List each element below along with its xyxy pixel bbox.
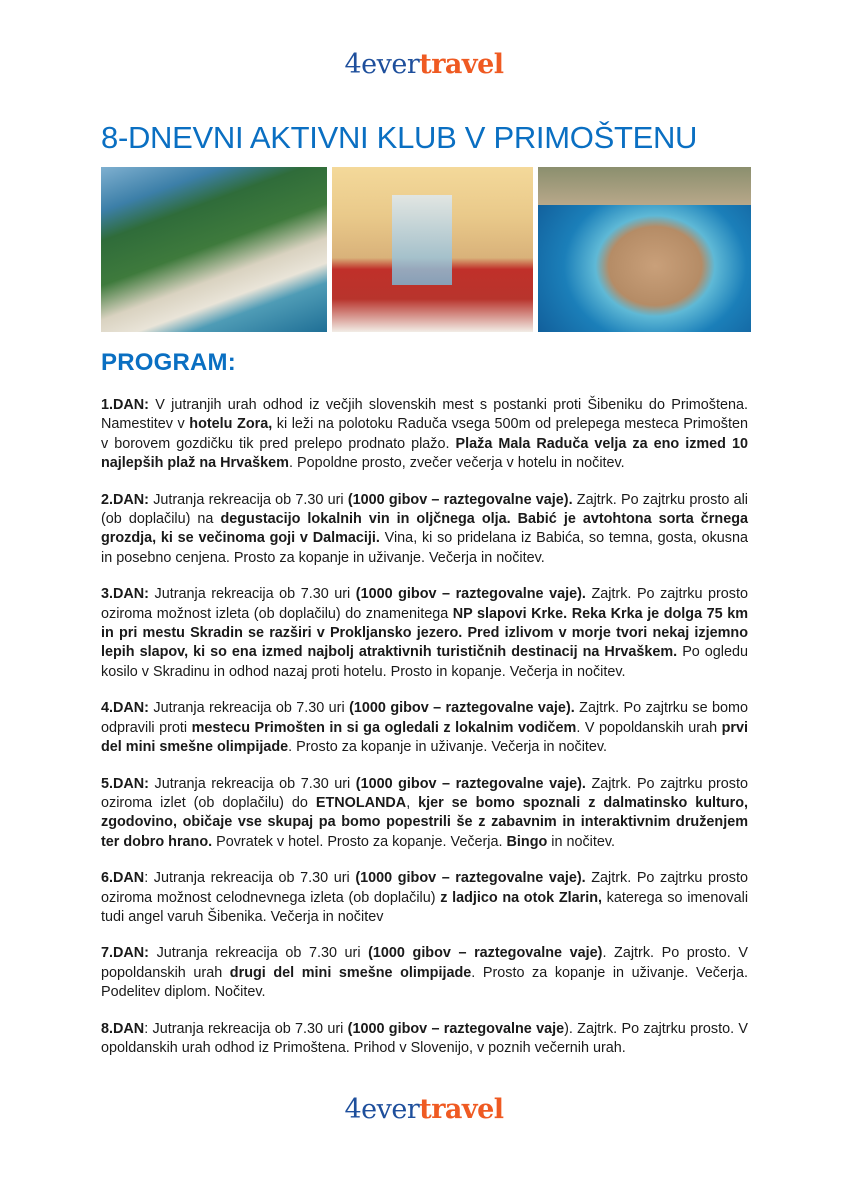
body-text: Jutranja rekreacija ob 7.30 uri — [148, 586, 356, 603]
highlight-text: z ladjico na otok Zlarin, — [440, 889, 603, 906]
day-7-paragraph — [101, 944, 748, 1002]
program-heading: PROGRAM: — [101, 349, 236, 376]
body-text: katerega so imenovali tudi angel varuh Šibenika. Večerja in nočitev — [101, 889, 749, 925]
highlight-text: drugi del mini smešne olimpijade — [229, 964, 472, 981]
body-text: Zajtrk. Po zajtrku se bomo odpravili proti — [101, 700, 748, 736]
highlight-text: ETNOLANDA — [315, 794, 407, 811]
highlight-text: (1000 gibov – raztegovalne vaje — [347, 1020, 565, 1037]
day-6-paragraph — [101, 869, 748, 927]
day-5-paragraph — [101, 775, 748, 853]
body-text: in nočitev. — [547, 833, 616, 850]
logo-part-travel: travel — [419, 1094, 504, 1125]
body-text: Jutranja rekreacija ob 7.30 uri — [148, 491, 348, 508]
brand-logo-footer — [0, 1096, 848, 1123]
day-3-paragraph — [101, 585, 748, 682]
body-text: ). Zajtrk. Po zajtrku prosto. V opoldanskih urah odhod iz Primoštena. Prihod v Slovenijo, v poznih večernih urah. — [101, 1020, 748, 1056]
highlight-text: mestecu Primošten in si ga ogledali z lokalnim vodičem — [191, 719, 577, 736]
highlight-text: Bingo — [506, 833, 548, 850]
body-text: Jutranja rekreacija ob 7.30 uri — [148, 700, 350, 717]
body-text: Jutranja rekreacija ob 7.30 uri — [148, 775, 356, 792]
logo-part-travel: travel — [419, 49, 504, 80]
logo-part-4ever: 4ever — [344, 1094, 420, 1125]
day-2-paragraph — [101, 491, 748, 569]
hotel-peninsula-beach-photo — [101, 167, 327, 332]
body-text: . Popoldne prosto, zvečer večerja v hotelu in nočitev. — [288, 455, 625, 472]
day-label: 6.DAN — [101, 870, 145, 887]
highlight-text: (1000 gibov – raztegovalne vaje). — [355, 775, 586, 792]
page-title: 8-DNEVNI AKTIVNI KLUB V PRIMOŠTENU — [101, 120, 698, 155]
primosten-town-photo — [538, 167, 751, 332]
day-label: 2.DAN: — [101, 491, 149, 508]
highlight-text: degustacijo lokalnih vin in oljčnega olja. Babić je avtohtona sorta črnega grozdja, ki se večinoma goji v Dalmaciji. — [101, 511, 748, 547]
day-label: 3.DAN: — [101, 586, 149, 603]
hotel-room-photo — [332, 167, 533, 332]
highlight-text: hotelu Zora, — [189, 416, 273, 433]
body-text: : Jutranja rekreacija ob 7.30 uri — [144, 870, 356, 887]
day-label: 4.DAN: — [101, 700, 149, 717]
body-text: Po ogledu kosilo v Skradinu in odhod nazaj proti hotelu. Prosto in kopanje. Večerja in nočitev. — [101, 644, 749, 680]
photo-gallery — [101, 167, 751, 332]
day-label: 8.DAN — [101, 1020, 145, 1037]
body-text: . V popoldanskih urah — [576, 719, 722, 736]
body-text: . Zajtrk. Po prosto. V popoldanskih urah — [101, 945, 748, 981]
highlight-text: NP slapovi Krke. Reka Krka je dolga 75 km in pri mestu Skradin se razširi v Prokljansko jezero. Pred izlivom v morje tvori nekaj izjemno lepih slapov, ki so ena izmed najbolj atraktivnih turističnih destinacij na Hrvaškem. — [101, 605, 748, 661]
day-label: 5.DAN: — [101, 775, 149, 792]
highlight-text: (1000 gibov – raztegovalne vaje). — [349, 700, 575, 717]
day-label: 1.DAN: — [101, 397, 149, 413]
highlight-text: (1000 gibov – raztegovalne vaje). — [355, 870, 586, 887]
day-8-paragraph — [101, 1020, 748, 1059]
highlight-text: prvi del mini smešne olimpijade — [101, 719, 748, 756]
body-text: . Prosto za kopanje in uživanje. Večerja in nočitev. — [288, 739, 608, 756]
body-text: Zajtrk. Po zajtrku prosto oziroma možnost celodnevnega izleta (ob doplačilu) — [101, 870, 749, 906]
highlight-text: Plaža Mala Raduča velja za eno izmed 10 najlepših plaž na Hrvaškem — [101, 435, 748, 472]
body-text: : Jutranja rekreacija ob 7.30 uri — [144, 1020, 348, 1037]
body-text: . Prosto za kopanje in uživanje. Večerja. Podelitev diplom. Nočitev. — [101, 964, 748, 1001]
body-text: ki leži na polotoku Raduča vsega 500m od prelepega mesteca Primošten v borovem gozdičku tik pred prelepo prodnato plažo. — [101, 416, 748, 452]
logo-part-4ever: 4ever — [344, 49, 420, 80]
day-label: 7.DAN: — [101, 945, 149, 962]
day-4-paragraph — [101, 699, 748, 757]
body-text: Zajtrk. Po zajtrku prosto ali (ob doplačilu) na — [101, 491, 748, 528]
body-text: Povratek v hotel. Prosto za kopanje. Večerja. — [212, 833, 507, 850]
body-text: Zajtrk. Po zajtrku prosto oziroma možnost izleta (ob doplačilu) do znamenitega — [101, 586, 749, 622]
program-days — [101, 396, 748, 1075]
highlight-text: kjer se bomo spoznali z dalmatinsko kulturo, zgodovino, običaje vse skupaj pa bomo popestrili še z zabavnim in interaktivnim druženjem ter dobro hrano. — [101, 794, 748, 850]
body-text: Jutranja rekreacija ob 7.30 uri — [148, 945, 369, 962]
brand-logo-header — [0, 51, 848, 78]
body-text: Vina, ki so pridelana iz Babića, so temna, gosta, okusna in posebno cenjena. Prosto za kopanje in uživanje. Večerja in nočitev. — [101, 530, 748, 566]
body-text: , — [406, 794, 419, 811]
body-text: Zajtrk. Po zajtrku prosto oziroma izlet (ob doplačilu) do — [101, 775, 749, 811]
highlight-text: (1000 gibov – raztegovalne vaje). — [355, 586, 586, 603]
highlight-text: (1000 gibov – raztegovalne vaje). — [347, 491, 573, 508]
body-text: V jutranjih urah odhod iz večjih slovenskih mest s postanki proti Šibeniku do Primoštena. Namestitev v — [101, 397, 748, 433]
day-1-paragraph — [101, 396, 748, 474]
highlight-text: (1000 gibov – raztegovalne vaje) — [368, 945, 603, 962]
